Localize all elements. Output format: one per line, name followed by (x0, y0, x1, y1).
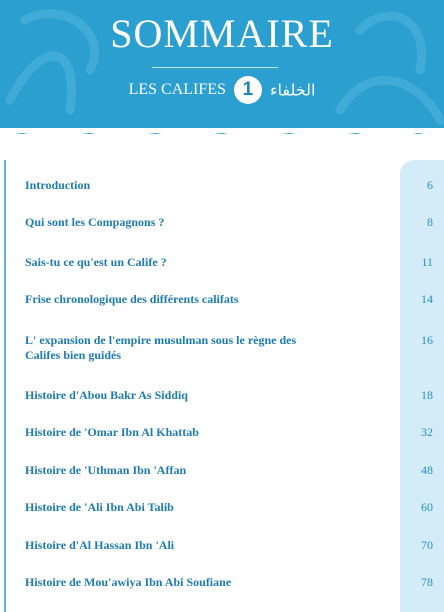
toc-entry-page: 48 (421, 463, 433, 477)
toc-entry-title: Introduction (25, 178, 91, 192)
toc-entry-page: 11 (421, 255, 433, 269)
toc-entry-page: 18 (421, 388, 433, 402)
toc-entry-title: Histoire de 'Omar Ibn Al Khattab (25, 425, 199, 439)
subtitle-french: LES CALIFES (128, 81, 226, 98)
volume-number-badge: 1 (234, 76, 262, 104)
toc-entry-title: Histoire de 'Ali Ibn Abi Talib (25, 500, 174, 514)
toc-entry-title: Histoire de 'Uthman Ibn 'Affan (25, 463, 187, 477)
toc-entry-title: Sais-tu ce qu'est un Calife ? (25, 255, 167, 269)
toc-entry-page: 60 (421, 500, 433, 514)
toc-entry-page: 78 (421, 575, 433, 589)
page-title: SOMMAIRE (110, 11, 334, 56)
toc-entry-title: Histoire d'Abou Bakr As Siddiq (25, 388, 188, 402)
toc-entry-page: 8 (427, 215, 433, 229)
toc-entry-title: L' expansion de l'empire musulman sous le règne des Califes bien guidés (25, 333, 297, 362)
toc-entry-title: Qui sont les Compagnons ? (25, 215, 165, 229)
toc-entry-page: 16 (421, 333, 433, 347)
toc-entry-page: 6 (427, 178, 433, 192)
subtitle-arabic: الخلفاء (269, 80, 316, 100)
toc-entry-page: 32 (421, 425, 433, 439)
toc-entry-title: Histoire de Mou'awiya Ibn Abi Soufiane (25, 575, 232, 589)
toc-entry-title: Frise chronologique des différents califats (25, 292, 239, 306)
toc-entry-page: 70 (421, 538, 433, 552)
toc-entry-title: Histoire d'Al Hassan Ibn 'Ali (25, 538, 175, 552)
toc-entry-page: 14 (421, 292, 433, 306)
